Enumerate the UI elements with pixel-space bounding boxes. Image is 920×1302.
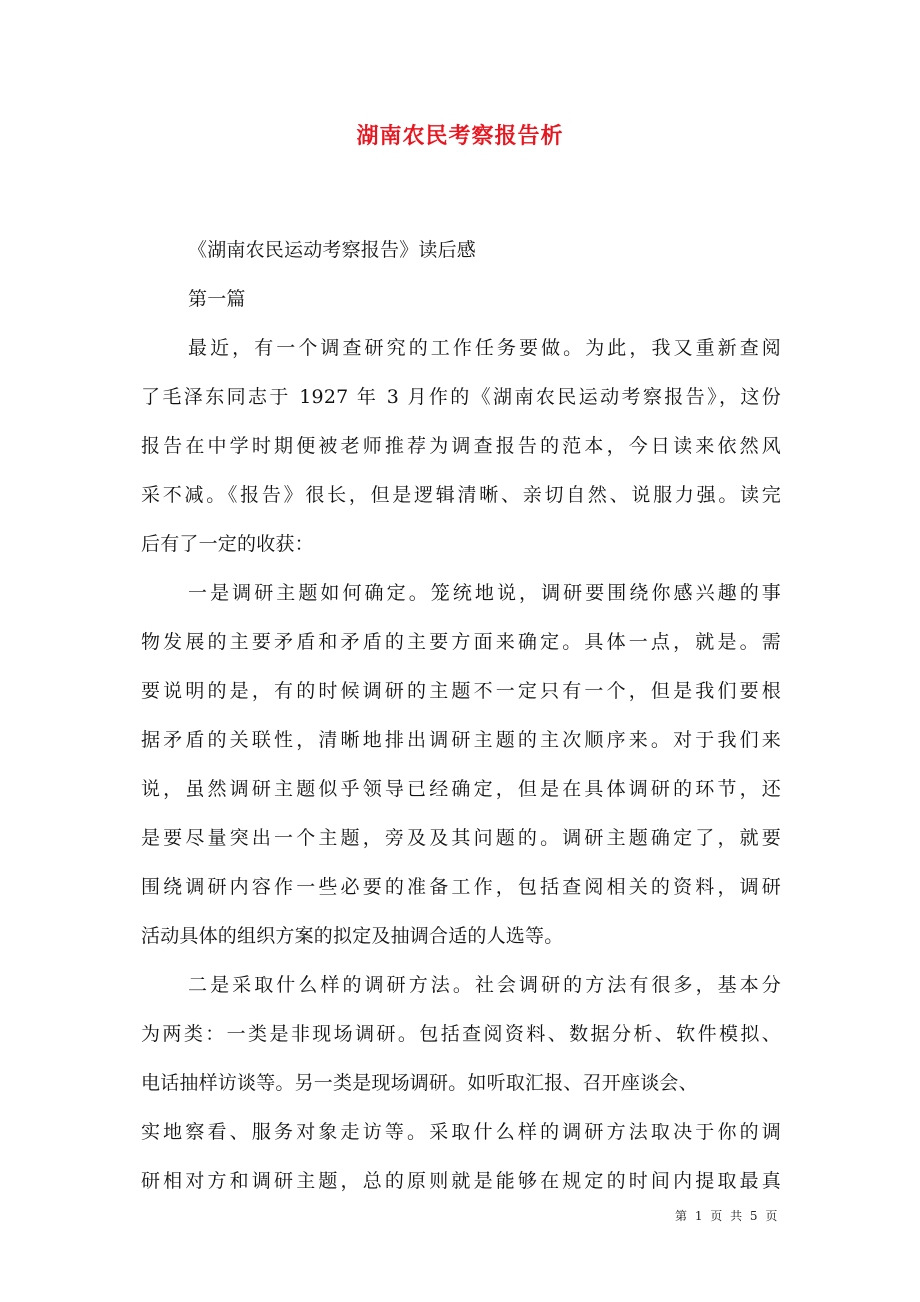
body-line: 报告在中学时期便被老师推荐为调查报告的范本，今日读来依然风 bbox=[141, 435, 781, 457]
body-line: 为两类：一类是非现场调研。包括查阅资料、数据分析、软件模拟、 bbox=[141, 1023, 781, 1045]
body-line: 采不减。《报告》很长，但是逻辑清晰、亲切自然、说服力强。读完 bbox=[141, 484, 781, 506]
body-line: 二是采取什么样的调研方法。社会调研的方法有很多，基本分 bbox=[188, 974, 781, 996]
document-body bbox=[141, 236, 781, 1216]
body-line: 说，虽然调研主题似乎领导已经确定，但是在具体调研的环节，还 bbox=[141, 778, 781, 800]
page-footer: 第 1 页 共 5 页 bbox=[675, 1209, 780, 1223]
body-line: 物发展的主要矛盾和矛盾的主要方面来确定。具体一点，就是。需 bbox=[141, 631, 781, 653]
body-line: 后有了一定的收获： bbox=[141, 533, 314, 555]
body-line: 一是调研主题如何确定。笼统地说，调研要围绕你感兴趣的事 bbox=[188, 582, 781, 604]
document-title: 湖南农民考察报告析 bbox=[356, 123, 564, 149]
body-line: 《湖南农民运动考察报告》读后感 bbox=[188, 239, 477, 261]
body-line: 活动具体的组织方案的拟定及抽调合适的人选等。 bbox=[141, 925, 564, 947]
body-line: 电话抽样访谈等。另一类是现场调研。如听取汇报、召开座谈会、 bbox=[141, 1072, 698, 1094]
body-line: 了毛泽东同志于 1927 年 3 月作的《湖南农民运动考察报告》，这份 bbox=[141, 386, 781, 408]
body-line: 实地察看、服务对象走访等。采取什么样的调研方法取决于你的调 bbox=[141, 1121, 781, 1143]
body-line: 要说明的是，有的时候调研的主题不一定只有一个，但是我们要根 bbox=[141, 680, 781, 702]
body-line: 据矛盾的关联性，清晰地排出调研主题的主次顺序来。对于我们来 bbox=[141, 729, 781, 751]
body-line: 研相对方和调研主题，总的原则就是能够在规定的时间内提取最真 bbox=[141, 1170, 781, 1192]
body-line: 最近，有一个调查研究的工作任务要做。为此，我又重新查阅 bbox=[188, 337, 781, 359]
body-line: 第一篇 bbox=[188, 288, 246, 310]
body-line: 围绕调研内容作一些必要的准备工作，包括查阅相关的资料，调研 bbox=[141, 876, 781, 898]
body-line: 是要尽量突出一个主题，旁及及其问题的。调研主题确定了，就要 bbox=[141, 827, 781, 849]
